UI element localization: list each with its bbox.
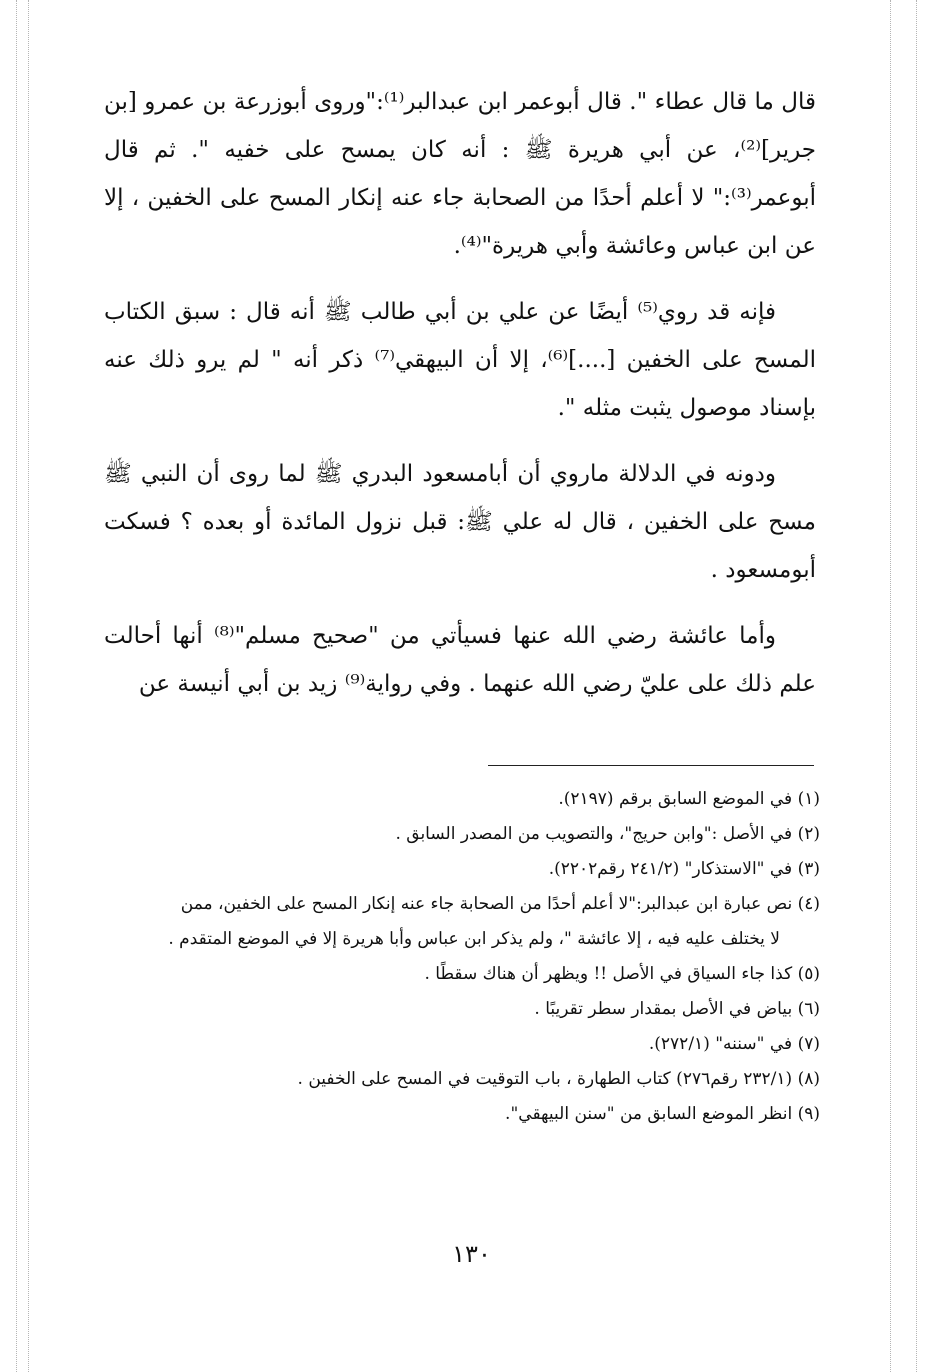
footnote-4: (٤) نص عبارة ابن عبدالبر:"لا أعلم أحدًا من الصحابة جاء عنه إنكار المسح على الخفين، ممن	[180, 894, 820, 914]
paragraph-4: وأما عائشة رضي الله عنها فسيأتي من "صحيح مسلم"⁽⁸⁾ أنها أحالت علم ذلك على عليّ رضي الله عنهما . وفي رواية⁽⁹⁾ زيد بن أبي أنيسة عن	[104, 623, 816, 697]
scan-margin-dots	[28, 0, 29, 1372]
scan-margin-dots	[916, 0, 917, 1372]
footnote-7: (٧) في "سننه" (٢٧٢/١).	[648, 1034, 820, 1054]
footnote-3: (٣) في "الاستذكار" (٢٤١/٢ رقم٢٢٠٢).	[548, 859, 820, 879]
page-number: ١٣٠	[452, 1240, 491, 1268]
footnote-4-continuation: لا يختلف عليه فيه ، إلا عائشة "، ولم يذكر ابن عباس وأبا هريرة إلا في الموضع المتقدم .	[168, 929, 780, 949]
footnote-6: (٦) بياض في الأصل بمقدار سطر تقريبًا .	[534, 999, 820, 1019]
footnote-9: (٩) انظر الموضع السابق من "سنن البيهقي".	[505, 1104, 820, 1124]
paragraph-1: قال ما قال عطاء ". قال أبوعمر ابن عبدالبر⁽¹⁾:"وروى أبوزرعة بن عمرو [بن جرير]⁽²⁾، عن أبي هريرة ﷺ : أنه كان يمسح على خفيه ". ثم قال أبوعمر⁽³⁾:" لا أعلم أحدًا من الصحابة جاء عنه إنكار المسح على الخفين ، إلا عن ابن عباس وعائشة وأبي هريرة"⁽⁴⁾.	[104, 89, 816, 259]
paragraph-3: ودونه في الدلالة ماروي أن أبامسعود البدري ﷺ لما روى أن النبي ﷺ مسح على الخفين ، قال له علي ﷺ: قبل نزول المائدة أو بعده ؟ فسكت أبومسعود .	[104, 461, 816, 583]
footnote-8: (٨) (٢٣٢/١ رقم٢٧٦) كتاب الطهارة ، باب التوقيت في المسح على الخفين .	[297, 1069, 820, 1089]
scan-margin-dots	[16, 0, 17, 1372]
main-text	[104, 78, 816, 726]
footnote-2: (٢) في الأصل :"وابن حريج"، والتصويب من المصدر السابق .	[395, 824, 820, 844]
footnote-1: (١) في الموضع السابق برقم (٢١٩٧).	[558, 789, 820, 809]
paragraph-2: فإنه قد روي⁽⁵⁾ أيضًا عن علي بن أبي طالب ﷺ أنه قال : سبق الكتاب المسح على الخفين [....]⁽⁶⁾، إلا أن البيهقي⁽⁷⁾ ذكر أنه " لم يرو ذلك عنه بإسناد موصول يثبت مثله ".	[104, 299, 816, 421]
footnote-separator	[488, 765, 814, 766]
footnote-5: (٥) كذا جاء السياق في الأصل !! ويظهر أن هناك سقطًا .	[424, 964, 820, 984]
footnotes	[104, 782, 820, 1132]
scan-margin-dots	[890, 0, 891, 1372]
